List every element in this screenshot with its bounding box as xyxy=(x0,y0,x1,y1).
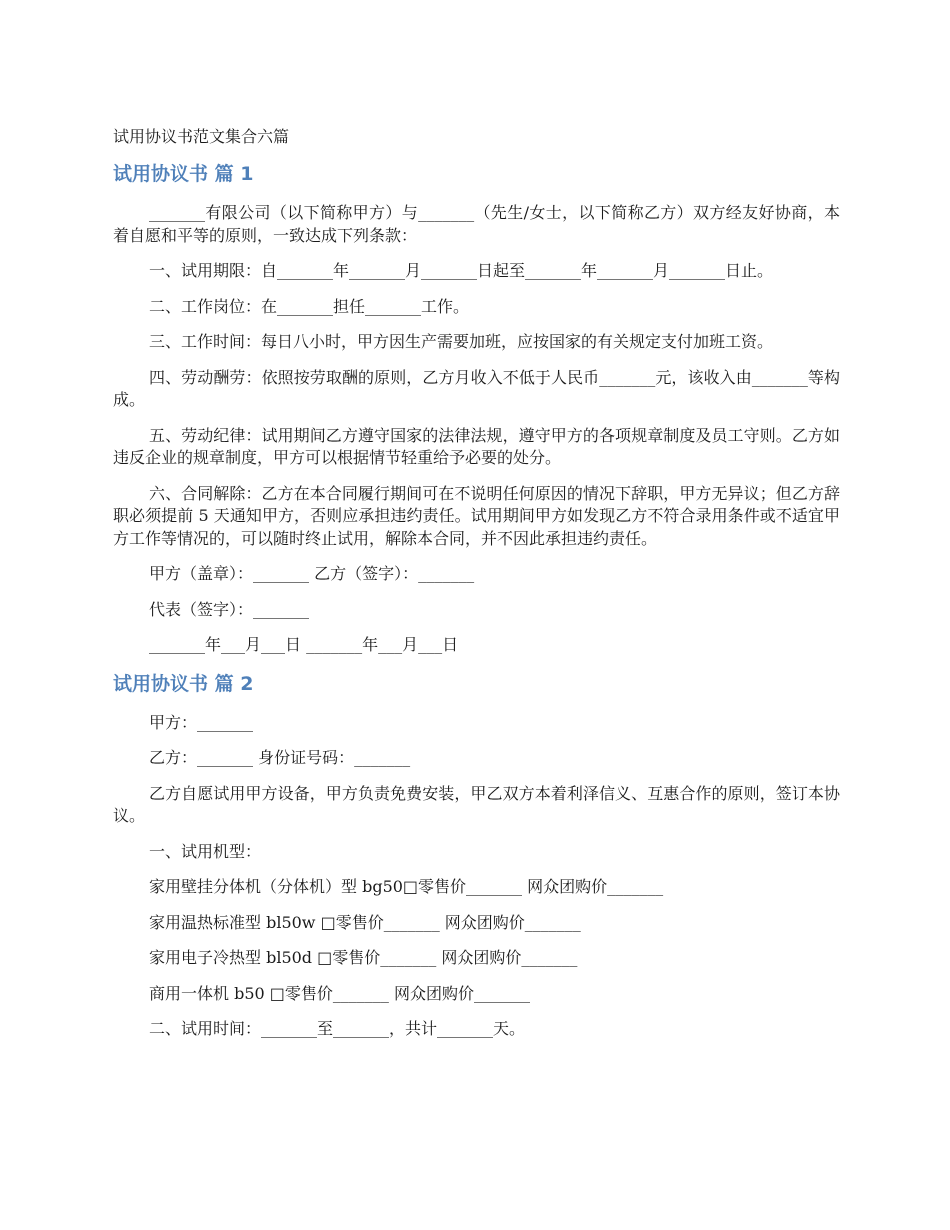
date-line: _______年___月___日 _______年___月___日 xyxy=(149,635,459,654)
section-2 xyxy=(113,670,840,1041)
paragraph: 二、试用时间：_______至_______，共计_______天。 xyxy=(149,1019,526,1038)
section-1 xyxy=(113,160,840,657)
paragraph: 一、试用期限：自_______年_______月_______日起至_______年_______月_______日止。 xyxy=(149,261,774,280)
signature-line: 甲方（盖章）：_______ 乙方（签字）：_______ xyxy=(149,564,475,583)
signature-line: 代表（签字）：_______ xyxy=(149,599,310,619)
paragraph: 五、劳动纪律：试用期间乙方遵守国家的法律法规，遵守甲方的各项规章制度及员工守则。乙方如违反企业的规章制度，甲方可以根据情节轻重给予必要的处分。 xyxy=(113,425,840,467)
paragraph: 甲方：_______ xyxy=(149,712,254,732)
document-body xyxy=(113,124,840,1054)
paragraph: _______有限公司（以下简称甲方）与_______（先生/女士，以下简称乙方）双方经友好协商，本着自愿和平等的原则，一致达成下列条款： xyxy=(113,203,840,245)
paragraph: 家用壁挂分体机（分体机）型 bg50□零售价_______ 网众团购价_______ xyxy=(149,877,664,896)
paragraph: 家用电子冷热型 bl50d □零售价_______ 网众团购价_______ xyxy=(149,948,578,967)
paragraph: 六、合同解除：乙方在本合同履行期间可在不说明任何原因的情况下辞职，甲方无异议；但乙方辞职必须提前 5 天通知甲方，否则应承担违约责任。试用期间甲方如发现乙方不符合录用条件或不适宜甲方工作等情况的，可以随时终止试用，解除本合同，并不因此承担违约责任。 xyxy=(113,483,840,548)
paragraph: 商用一体机 b50 □零售价_______ 网众团购价_______ xyxy=(149,983,530,1003)
paragraph: 四、劳动酬劳：依照按劳取酬的原则，乙方月收入不低于人民币_______元，该收入由_______等构成。 xyxy=(113,367,840,409)
paragraph: 乙方自愿试用甲方设备，甲方负责免费安装，甲乙双方本着利泽信义、互惠合作的原则，签订本协议。 xyxy=(113,783,840,825)
section-heading: 试用协议书 篇 2 xyxy=(113,672,254,695)
paragraph: 三、工作时间：每日八小时，甲方因生产需要加班，应按国家的有关规定支付加班工资。 xyxy=(149,332,774,351)
section-heading: 试用协议书 篇 1 xyxy=(113,163,254,185)
paragraph: 家用温热标准型 bl50w □零售价_______ 网众团购价_______ xyxy=(149,912,581,932)
paragraph: 一、试用机型： xyxy=(149,841,262,861)
paragraph: 乙方：_______ 身份证号码：_______ xyxy=(149,748,411,767)
document-title: 试用协议书范文集合六篇 xyxy=(113,127,290,146)
paragraph: 二、工作岗位：在_______担任_______工作。 xyxy=(149,296,470,316)
